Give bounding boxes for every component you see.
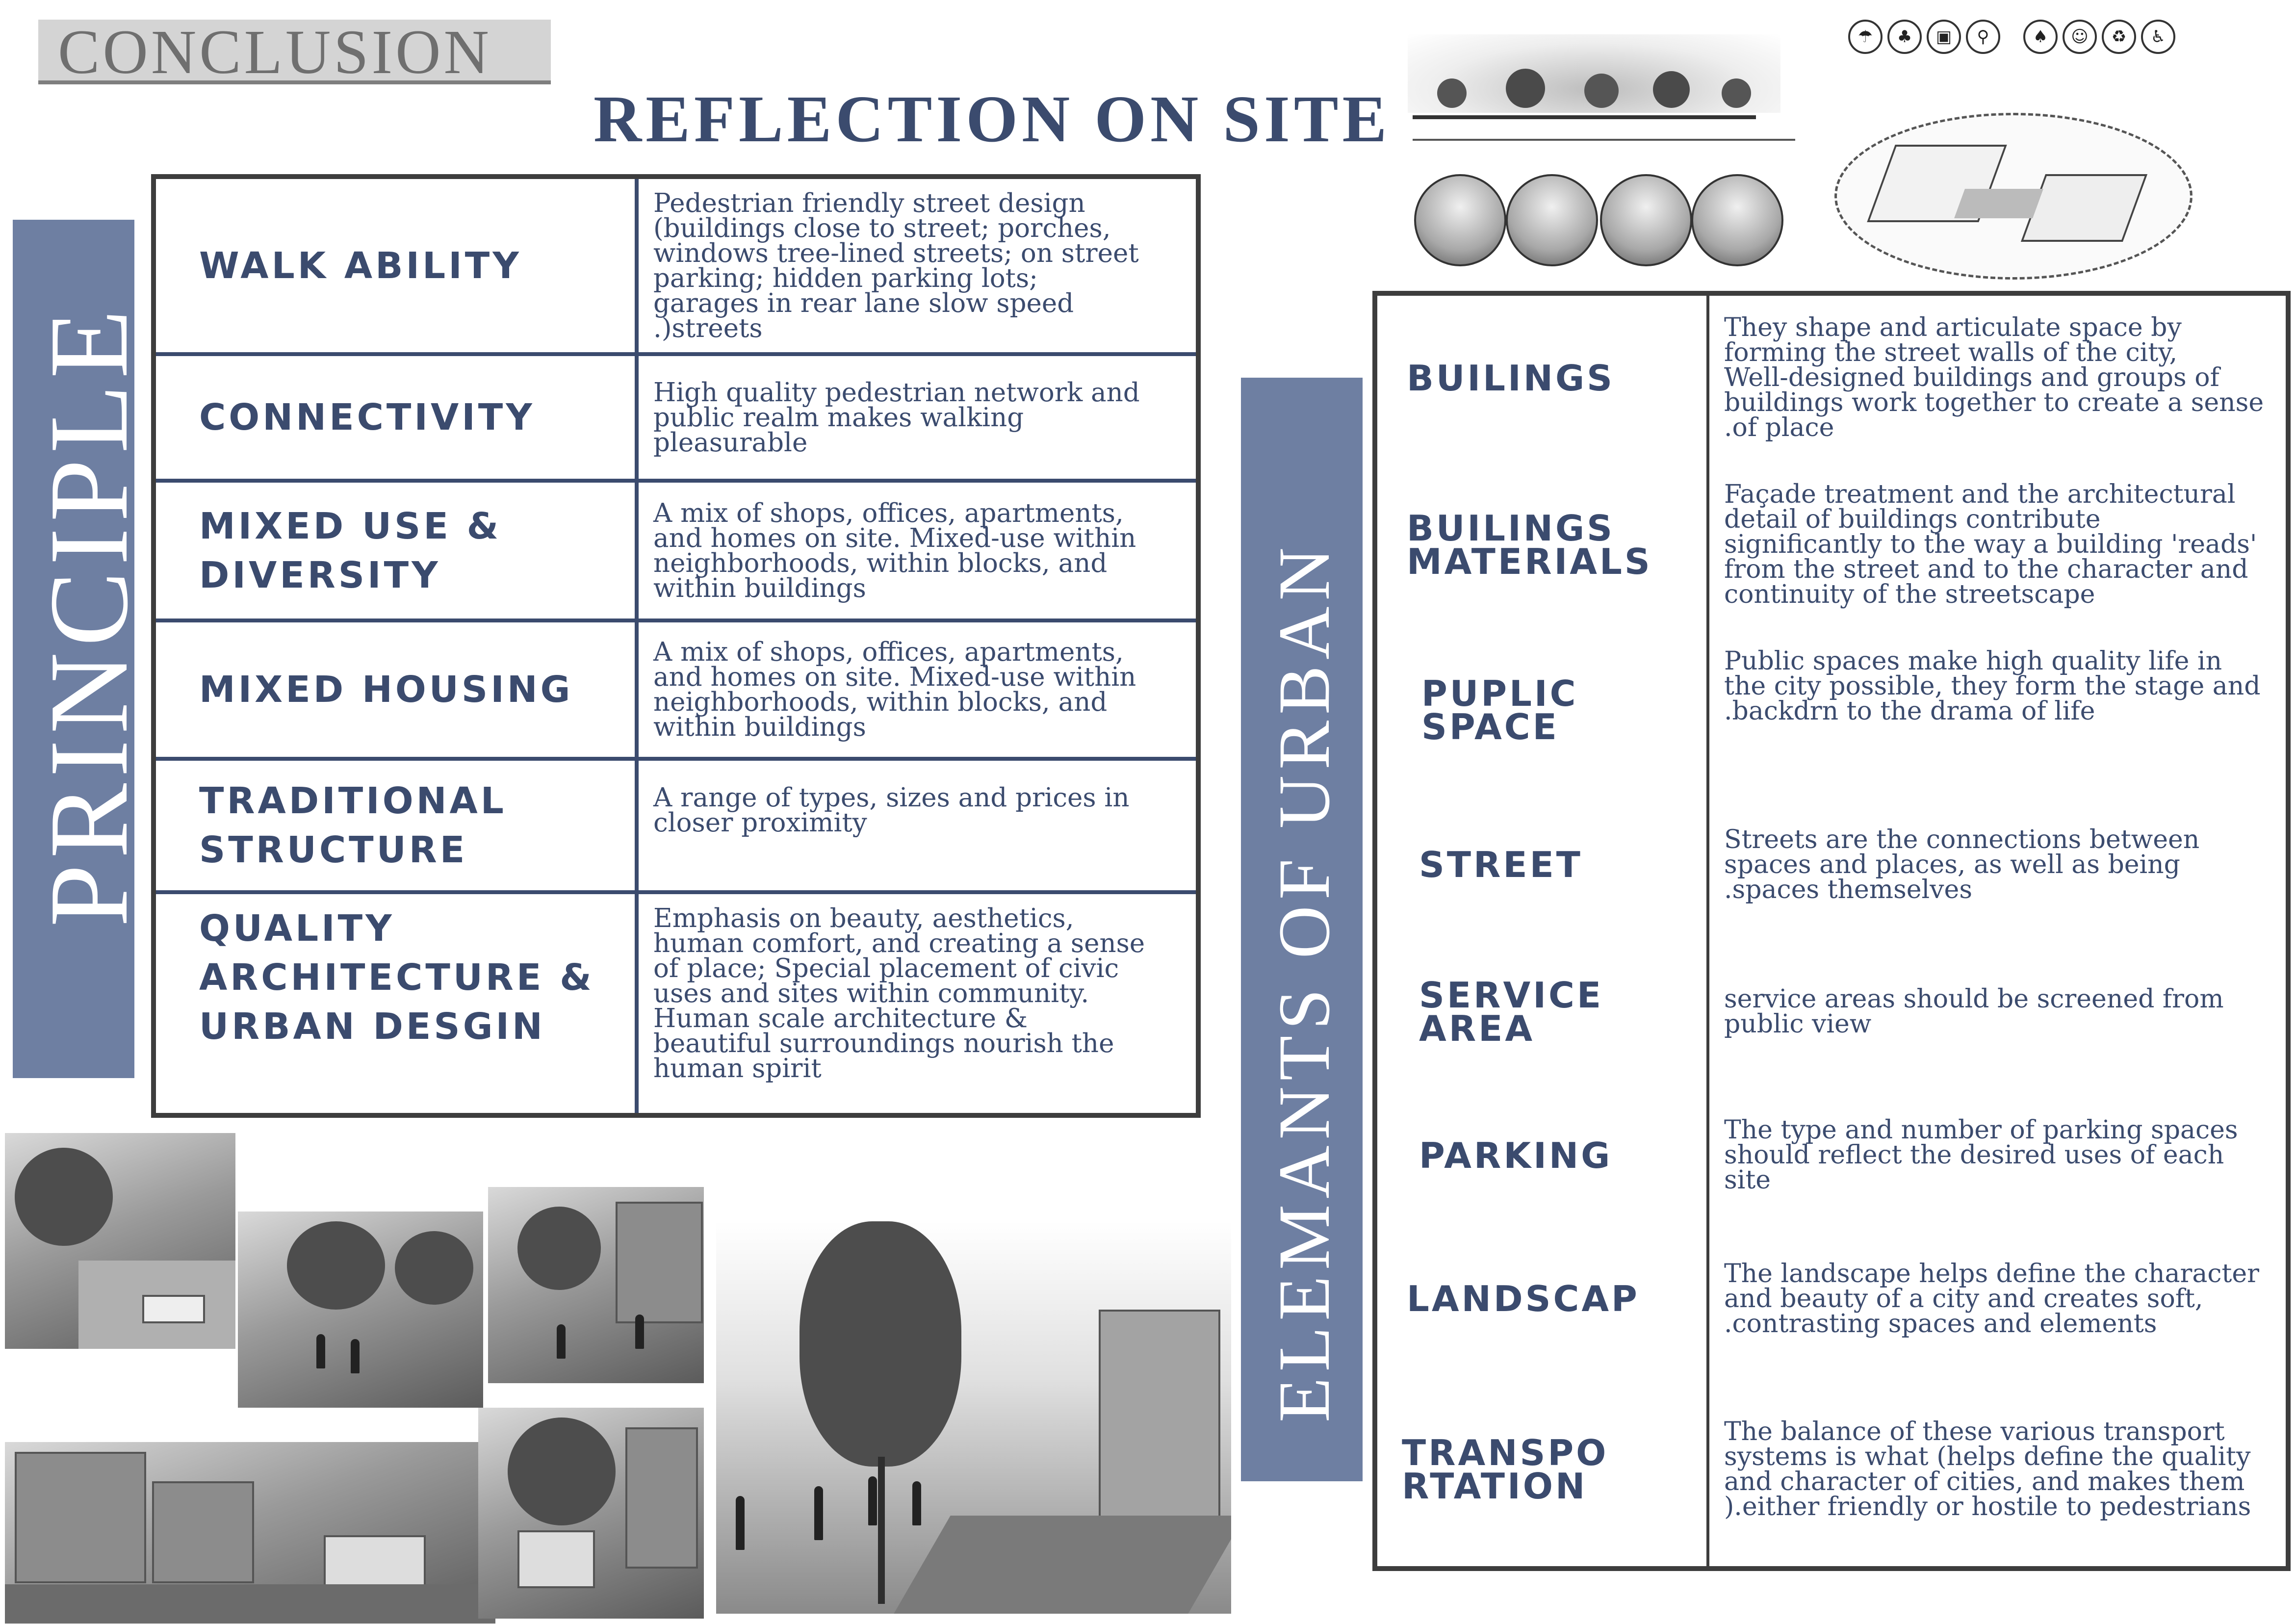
recycle-icon: ♻ bbox=[2102, 20, 2136, 54]
principle-label: MIXED USE & DIVERSITY bbox=[154, 481, 637, 620]
site-section-elevation bbox=[1408, 15, 1790, 162]
urban-label: BUILINGS MATERIALS bbox=[1375, 460, 1708, 629]
family-icon: ☺ bbox=[2063, 20, 2097, 54]
urban-desc: The landscape helps define the character and beauty of a city and creates soft, .contrasting spaces and elements bbox=[1724, 1259, 2260, 1339]
table-row bbox=[154, 620, 1198, 759]
photo-bus-street bbox=[5, 1442, 495, 1624]
urban-label: PARKING bbox=[1375, 1085, 1708, 1225]
urban-elements-table bbox=[1372, 291, 2291, 1571]
pedestrian-icon: ☂ bbox=[1848, 20, 1883, 54]
vignette-4 bbox=[1691, 174, 1783, 266]
principle-desc: A mix of shops, offices, apartments, and homes on site. Mixed-use within neighborhoods, within blocks, and within buildings bbox=[637, 620, 1198, 759]
urban-label: BUILINGS bbox=[1375, 293, 1708, 460]
principle-label: MIXED HOUSING bbox=[154, 620, 637, 759]
urban-desc: Streets are the connections between spaces and places, as well as being .spaces themselves bbox=[1724, 825, 2200, 904]
principle-table bbox=[151, 174, 1201, 1118]
principle-label: QUALITY ARCHITECTURE & URBAN DESGIN bbox=[154, 892, 637, 1115]
table-row bbox=[154, 759, 1198, 892]
principle-desc: Emphasis on beauty, aesthetics, human comfort, and creating a sense of place; Special placement of civic uses and sites within community. Human scale architecture & beautiful surroundings nourish the human spirit bbox=[637, 892, 1198, 1115]
urban-label: PUPLIC SPACE bbox=[1375, 629, 1708, 791]
conclusion-heading: CONCLUSION bbox=[38, 20, 551, 84]
table-row bbox=[1375, 938, 2288, 1085]
principle-label: WALK ABILITY bbox=[154, 177, 637, 354]
table-row bbox=[1375, 1085, 2288, 1225]
table-row bbox=[154, 892, 1198, 1115]
bicycle-icon: ⚲ bbox=[1966, 20, 2000, 54]
tree-icon: ♠ bbox=[2023, 20, 2058, 54]
vignette-2 bbox=[1506, 174, 1598, 266]
principle-desc: A mix of shops, offices, apartments, and homes on site. Mixed-use within neighborhoods, within blocks, and within buildings bbox=[637, 481, 1198, 620]
table-row bbox=[154, 354, 1198, 481]
photo-market-stalls bbox=[478, 1408, 704, 1619]
photo-street-cyclists bbox=[488, 1187, 704, 1383]
principle-desc: A range of types, sizes and prices in closer proximity bbox=[637, 759, 1198, 892]
table-row bbox=[1375, 293, 2288, 460]
wheelchair-icon: ♿ bbox=[2141, 20, 2175, 54]
principle-side-label: PRINCIPLE bbox=[26, 304, 151, 927]
table-row bbox=[1375, 460, 2288, 629]
table-row bbox=[154, 177, 1198, 354]
table-row bbox=[1375, 1372, 2288, 1569]
principle-desc: High quality pedestrian network and public realm makes walking pleasurable bbox=[637, 354, 1198, 481]
urban-desc: Façade treatment and the architectural detail of buildings contribute significantly to the way a building 'reads' from the street and to the character and continuity of the streetscape bbox=[1724, 480, 2257, 609]
urban-desc: The balance of these various transport systems is what (helps define the quality and character of cities, and makes them ).either friendly or hostile to pedestrians bbox=[1724, 1417, 2251, 1521]
vignette-3 bbox=[1600, 174, 1692, 266]
axonometric-site-drawing bbox=[1834, 113, 2193, 280]
urban-desc: Public spaces make high quality life in the city possible, they form the stage and .backdrn to the drama of life bbox=[1724, 646, 2261, 726]
urban-label: STREET bbox=[1375, 791, 1708, 938]
page-title: REFLECTION ON SITE bbox=[593, 82, 1391, 156]
principle-label: TRADITIONAL STRUCTURE bbox=[154, 759, 637, 892]
table-row bbox=[1375, 1225, 2288, 1372]
table-row bbox=[154, 481, 1198, 620]
table-row bbox=[1375, 791, 2288, 938]
urban-label: SERVICE AREA bbox=[1375, 938, 1708, 1085]
photo-canal-boat bbox=[5, 1133, 235, 1349]
vignette-1 bbox=[1414, 174, 1506, 266]
table-row bbox=[1375, 629, 2288, 791]
urban-label: TRANSPO RTATION bbox=[1375, 1372, 1708, 1569]
urban-desc: The type and number of parking spaces should reflect the desired uses of each site bbox=[1724, 1115, 2238, 1195]
principle-desc: Pedestrian friendly street design (buildings close to street; porches, windows tree-lined streets; on street parking; hidden parking lots; garages in rear lane slow speed .)streets bbox=[637, 177, 1198, 354]
photo-bike-lane-street bbox=[716, 1221, 1231, 1614]
photo-park-walk bbox=[238, 1212, 483, 1408]
picnic-icon: ♣ bbox=[1887, 20, 1922, 54]
urban-label: LANDSCAP bbox=[1375, 1225, 1708, 1372]
elements-side-label: ELEMANTS OF URBAN bbox=[1264, 541, 1345, 1422]
principle-label: CONNECTIVITY bbox=[154, 354, 637, 481]
urban-desc: service areas should be screened from public view bbox=[1724, 984, 2224, 1039]
urban-desc: They shape and articulate space by forming the street walls of the city, Well-designed buildings and groups of buildings work together to create a sense .of place bbox=[1724, 313, 2264, 442]
bus-icon: ▣ bbox=[1927, 20, 1961, 54]
